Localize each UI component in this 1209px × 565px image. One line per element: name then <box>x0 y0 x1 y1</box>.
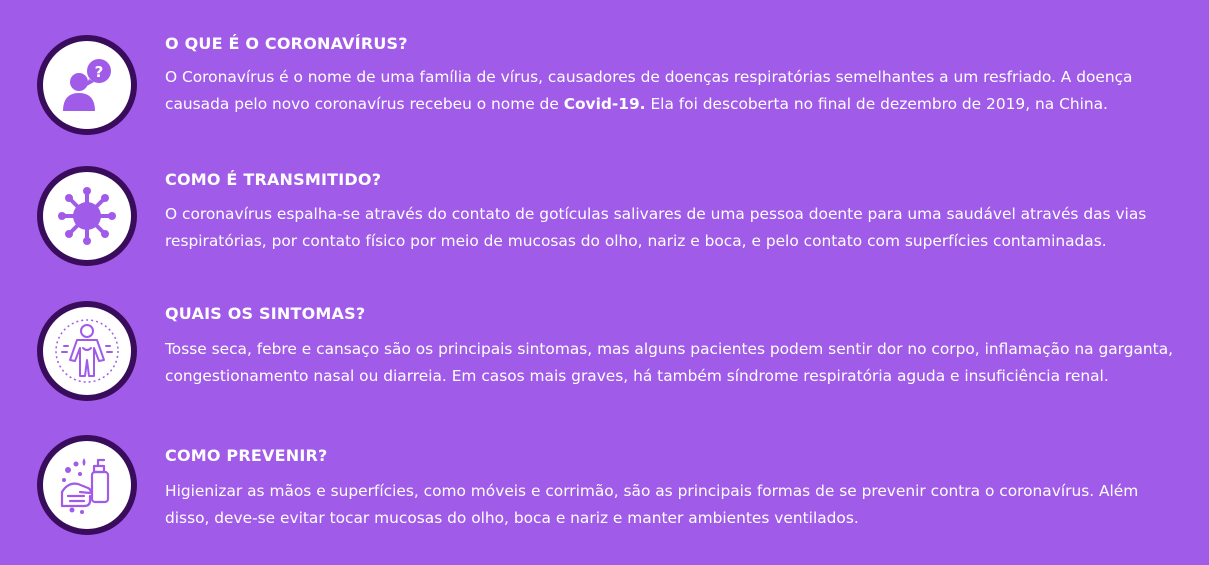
section-title: COMO PREVENIR? <box>165 446 328 465</box>
body-symptoms-icon <box>37 301 137 401</box>
section-text: Higienizar as mãos e superfícies, como móveis e corrimão, são as principais formas de se prevenir contra o coronavírus. Além disso, deve-se evitar tocar mucosas do olho, boca e nariz e manter ambientes ventilados. <box>165 482 1139 527</box>
virus-icon <box>37 166 137 266</box>
text-part: Ela foi descoberta no final de dezembro de 2019, na China. <box>645 94 1108 113</box>
hand-washing-icon <box>37 435 137 535</box>
covid-name: Covid-19. <box>563 94 646 113</box>
svg-text:?: ? <box>94 63 104 81</box>
section-text: O coronavírus espalha-se através do contato de gotículas salivares de uma pessoa doente para uma saudável através das vias respiratórias, por contato físico por meio de mucosas do olho, nariz e boca, e pelo contato com superfícies contaminadas. <box>165 205 1147 250</box>
section-title: QUAIS OS SINTOMAS? <box>165 304 366 323</box>
section-title: COMO É TRANSMITIDO? <box>165 170 382 189</box>
section-text <box>165 64 1175 117</box>
person-question-icon <box>37 35 137 135</box>
section-title: O QUE É O CORONAVÍRUS? <box>165 34 408 53</box>
section-text: Tosse seca, febre e cansaço são os principais sintomas, mas alguns pacientes podem sentir dor no corpo, inflamação na garganta, congestionamento nasal ou diarreia. Em casos mais graves, há também síndrome respiratória aguda e insuficiência renal. <box>165 340 1174 385</box>
text-part: O Coronavírus é o nome de uma família de vírus, causadores de doenças respiratórias semelhantes a um resfriado. A doença causada pelo novo coronavírus recebeu o nome de <box>165 68 1133 113</box>
